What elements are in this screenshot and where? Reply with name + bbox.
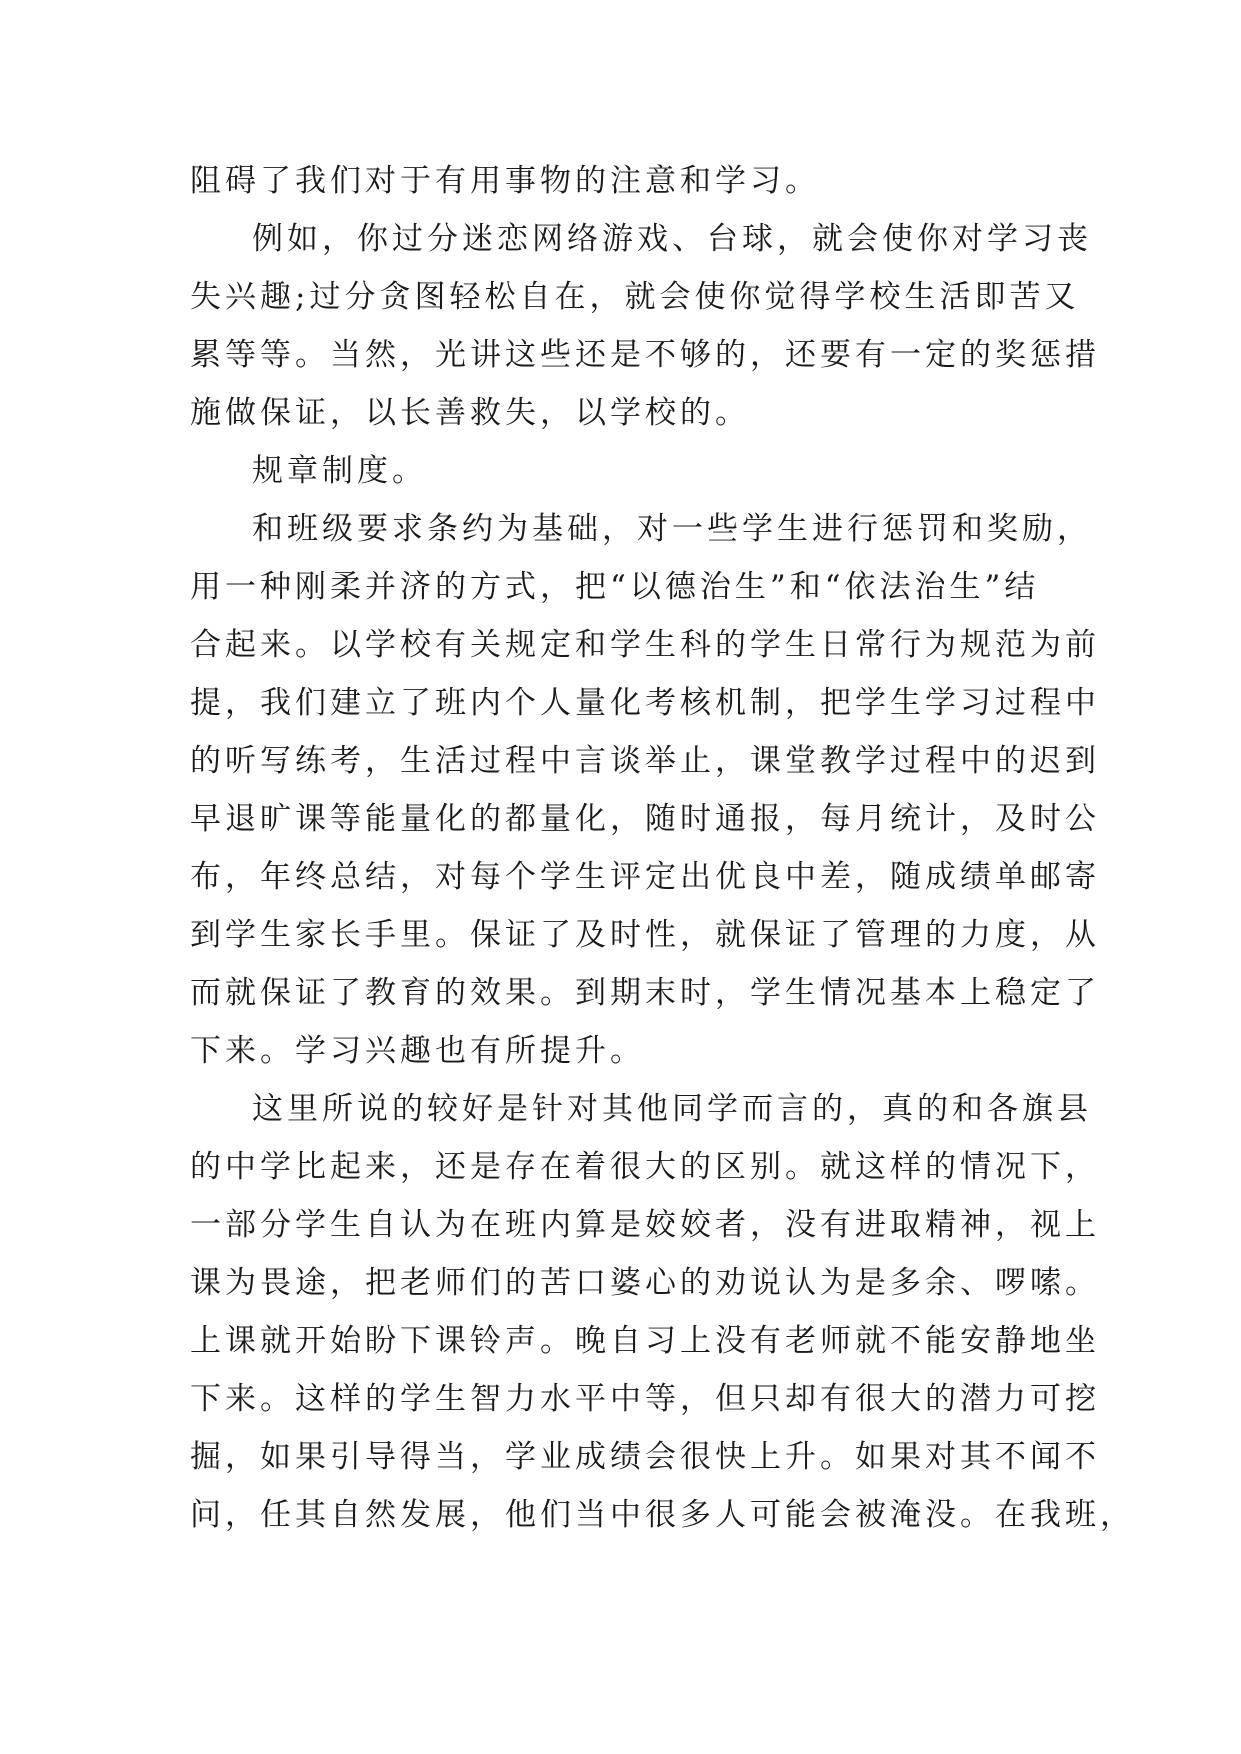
text-line: 一部分学生自认为在班内算是姣姣者，没有进取精神，视上	[190, 1207, 1100, 1243]
text-line: 的听写练考，生活过程中言谈举止，课堂教学过程中的迟到	[190, 743, 1100, 779]
text-line: 这里所说的较好是针对其他同学而言的，真的和各旗县	[252, 1091, 1092, 1127]
text-line: 规章制度。	[252, 453, 427, 489]
text-line: 布，年终总结，对每个学生评定出优良中差，随成绩单邮寄	[190, 859, 1100, 895]
text-line: 上课就开始盼下课铃声。晚自习上没有老师就不能安静地坐	[190, 1323, 1100, 1359]
text-line: 掘，如果引导得当，学业成绩会很快上升。如果对其不闻不	[190, 1439, 1100, 1475]
text-line: 失兴趣;过分贪图轻松自在，就会使你觉得学校生活即苦又	[190, 279, 1080, 315]
paragraph	[190, 152, 1070, 210]
text-line: 到学生家长手里。保证了及时性，就保证了管理的力度，从	[190, 917, 1100, 953]
text-line: 下来。学习兴趣也有所提升。	[190, 1033, 645, 1069]
paragraph	[190, 1080, 1135, 1544]
text-line: 阻碍了我们对于有用事物的注意和学习。	[190, 163, 820, 199]
text-line: 提，我们建立了班内个人量化考核机制，把学生学习过程中	[190, 685, 1100, 721]
paragraph	[190, 210, 1100, 442]
document-body	[190, 152, 1135, 1544]
paragraph	[190, 500, 1100, 1080]
text-line: 的中学比起来，还是存在着很大的区别。就这样的情况下，	[190, 1149, 1100, 1185]
text-line: 问，任其自然发展，他们当中很多人可能会被淹没。在我班，	[190, 1497, 1135, 1533]
text-line: 用一种刚柔并济的方式，把“以德治生”和“依法治生”结	[190, 569, 1040, 605]
paragraph	[190, 442, 1070, 500]
text-line: 累等等。当然，光讲这些还是不够的，还要有一定的奖惩措	[190, 337, 1100, 373]
text-line: 而就保证了教育的效果。到期末时，学生情况基本上稳定了	[190, 975, 1100, 1011]
text-line: 例如，你过分迷恋网络游戏、台球，就会使你对学习丧	[252, 221, 1092, 257]
text-line: 施做保证，以长善救失，以学校的。	[190, 395, 750, 431]
text-line: 下来。这样的学生智力水平中等，但只却有很大的潜力可挖	[190, 1381, 1100, 1417]
text-line: 合起来。以学校有关规定和学生科的学生日常行为规范为前	[190, 627, 1100, 663]
text-line: 课为畏途，把老师们的苦口婆心的劝说认为是多余、啰嗦。	[190, 1265, 1100, 1301]
text-line: 早退旷课等能量化的都量化，随时通报，每月统计，及时公	[190, 801, 1100, 837]
text-line: 和班级要求条约为基础，对一些学生进行惩罚和奖励，	[252, 511, 1092, 547]
